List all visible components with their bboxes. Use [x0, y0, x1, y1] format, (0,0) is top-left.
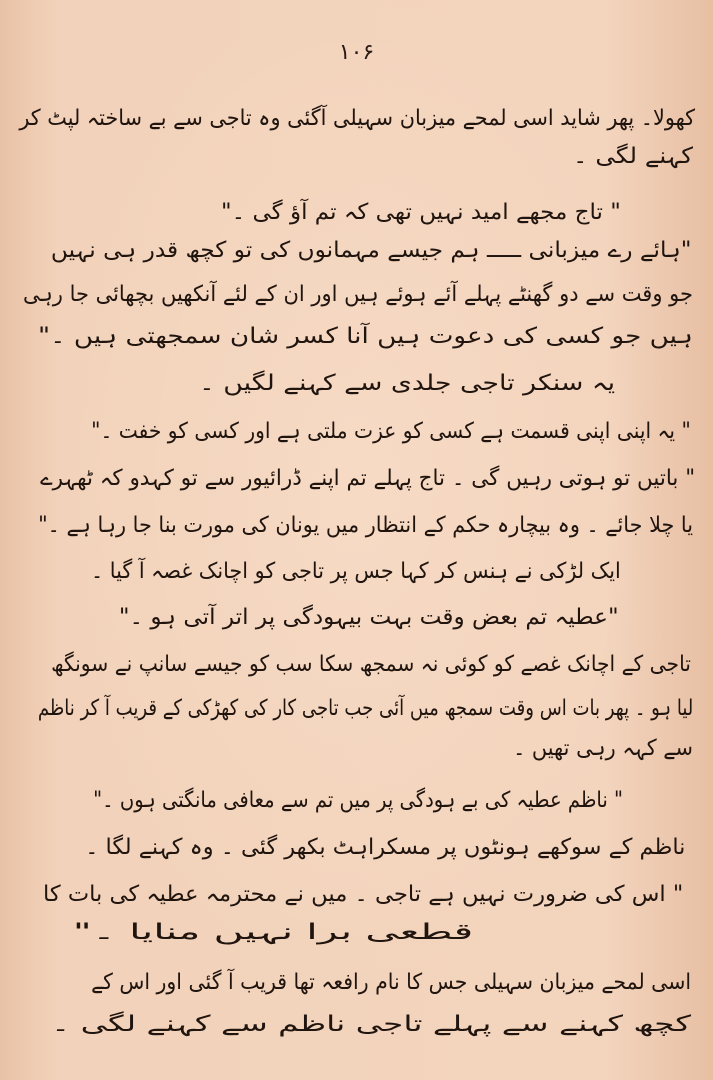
text-line-15: سے کہہ رہی تھیں ۔ — [513, 736, 693, 761]
text-line-11: ایک لڑکی نے ہنس کر کہا جس پر تاجی کو اچانک غصہ آ گیا ۔ — [91, 559, 621, 584]
text-line-1: کھولا۔ پھر شاید اسی لمحے میزبان سہیلی آگئی وہ تاجی سے بے ساختہ لپٹ کر — [19, 106, 695, 131]
text-line-10: یا چلا جائے ۔ وہ بیچارہ حکم کے انتظار میں یونان کی مورت بنا جا رہا ہے ۔" — [38, 513, 693, 538]
text-line-18: " اس کی ضرورت نہیں ہے تاجی ۔ میں نے محترمہ عطیہ کی بات کا — [42, 882, 683, 907]
text-line-2: کہنے لگی ۔ — [573, 144, 693, 169]
text-line-3: " تاج مجھے امید نہیں تھی کہ تم آؤ گی ۔" — [221, 200, 621, 225]
text-line-5: جو وقت سے دو گھنٹے پہلے آئے ہوئے ہیں اور ان کے لئے آنکھیں بچھائی جا رہی — [23, 282, 693, 307]
text-line-13: تاجی کے اچانک غصے کو کوئی نہ سمجھ سکا سب کو جیسے سانپ نے سونگھ — [51, 652, 691, 677]
text-line-7: یہ سنکر تاجی جلدی سے کہنے لگیں ۔ — [198, 371, 615, 396]
text-line-16: " ناظم عطیہ کی بے ہودگی پر میں تم سے معافی مانگتی ہوں ۔" — [93, 788, 623, 813]
text-line-12: "عطیہ تم بعض وقت بہت بیہودگی پر اتر آتی ہو ۔" — [119, 605, 619, 630]
page-number: ۱۰۶ — [338, 40, 375, 65]
text-line-6: ہیں جو کسی کی دعوت ہیں آنا کسر شان سمجھتی ہیں ۔" — [38, 324, 693, 349]
text-line-4: "ہائے رے میزبانی ـــــ ہم جیسے مہمانوں کی تو کچھ قدر ہی نہیں — [50, 238, 691, 263]
text-line-21: کچھ کہنے سے پہلے تاجی ناظم سے کہنے لگی ۔ — [50, 1012, 691, 1037]
text-line-20: اسی لمحے میزبان سہیلی جس کا نام رافعہ تھا قریب آ گئی اور اس کے — [91, 970, 691, 995]
text-line-19: قطعی برا نہیں منایا ۔" — [72, 920, 473, 945]
text-line-14: لیا ہو ۔ پھر بات اس وقت سمجھ میں آئی جب تاجی کار کی کھڑکی کے قریب آ کر ناظم — [37, 696, 693, 721]
text-line-17: ناظم کے سوکھے ہونٹوں پر مسکراہٹ بکھر گئی ۔ وہ کہنے لگا ۔ — [84, 835, 685, 860]
text-line-8: " یہ اپنی اپنی قسمت ہے کسی کو عزت ملتی ہے اور کسی کو خفت ۔" — [91, 419, 691, 444]
text-line-9: " باتیں تو ہوتی رہیں گی ۔ تاج پہلے تم اپنے ڈرائیور سے تو کہدو کہ ٹھہرے — [40, 466, 695, 491]
